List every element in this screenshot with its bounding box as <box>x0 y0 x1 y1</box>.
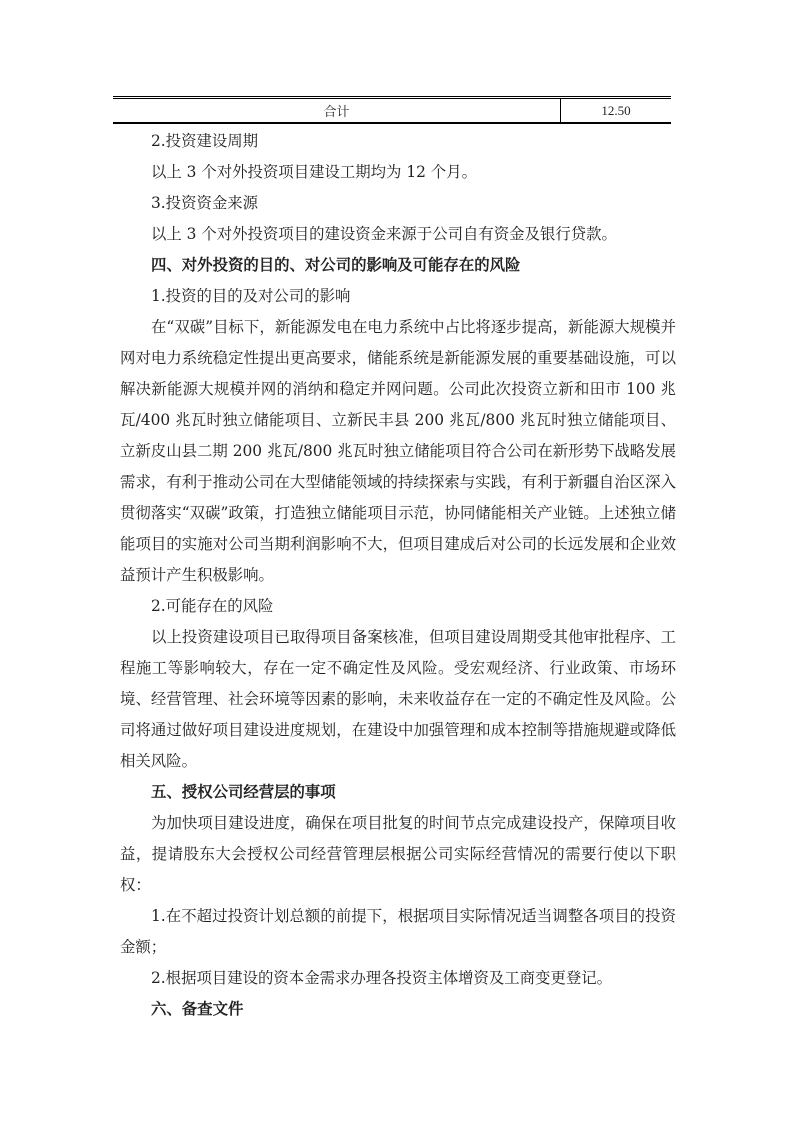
paragraph-construction-period: 以上 3 个对外投资项目建设工期均为 12 个月。 <box>151 163 477 181</box>
paragraph-authorization-intro: 为加快项目建设进度，确保在项目批复的时间节点完成建设投产，保障项目收益，提请股东大会授权公司经营管理层根据公司实际经营情况的需要行使以下职权： <box>120 814 676 894</box>
subheading-purpose-impact: 1.投资的目的及对公司的影响 <box>151 287 351 305</box>
paragraph-purpose-impact: 在“双碳”目标下，新能源发电在电力系统中占比将逐步提高，新能源大规模并网对电力系统稳定性提出更高要求，储能系统是新能源发展的重要基础设施，可以解决新能源大规模并网的消纳和稳定并网问题。公司此次投资立新和田市 100 兆瓦/400 兆瓦时独立储能项目、立新民丰县 200 兆瓦/800 兆瓦时独立储能项目、立新皮山县二期 200 兆瓦/800 兆瓦时独立储能项目符合公司在新形势下战略发展需求，有利于推动公司在大型储能领域的持续探索与实践，有利于新疆自治区深入贯彻落实“双碳”政策，打造独立储能项目示范，协同储能相关产业链。上述独立储能项目的实施对公司当期利润影响不大，但项目建成后对公司的长远发展和企业效益预计产生积极影响。 <box>120 318 676 584</box>
subheading-construction-period: 2.投资建设周期 <box>151 132 259 150</box>
total-value-cell: 12.50 <box>601 102 631 118</box>
total-label-cell: 合计 <box>113 99 561 122</box>
paragraph-authorization-item-1: 1.在不超过投资计划总额的前提下，根据项目实际情况适当调整各项目的投资金额； <box>120 907 676 956</box>
subheading-funding-source: 3.投资资金来源 <box>151 194 259 212</box>
section-heading-purpose-impact-risk: 四、对外投资的目的、对公司的影响及可能存在的风险 <box>151 256 521 274</box>
paragraph-authorization-item-2: 2.根据项目建设的资本金需求办理各投资主体增资及工商变更登记。 <box>151 969 613 987</box>
section-heading-reference-documents: 六、备查文件 <box>151 1000 244 1018</box>
document-body <box>120 126 676 1025</box>
paragraph-funding-source: 以上 3 个对外投资项目的建设资金来源于公司自有资金及银行贷款。 <box>151 225 617 243</box>
section-heading-authorization: 五、授权公司经营层的事项 <box>151 783 336 801</box>
investment-total-table <box>113 96 671 124</box>
paragraph-possible-risks: 以上投资建设项目已取得项目备案核准，但项目建设周期受其他审批程序、工程施工等影响较大，存在一定不确定性及风险。受宏观经济、行业政策、市场环境、经营管理、社会环境等因素的影响，未来收益存在一定的不确定性及风险。公司将通过做好项目建设进度规划，在建设中加强管理和成本控制等措施规避或降低相关风险。 <box>120 628 676 770</box>
subheading-possible-risks: 2.可能存在的风险 <box>151 597 274 615</box>
